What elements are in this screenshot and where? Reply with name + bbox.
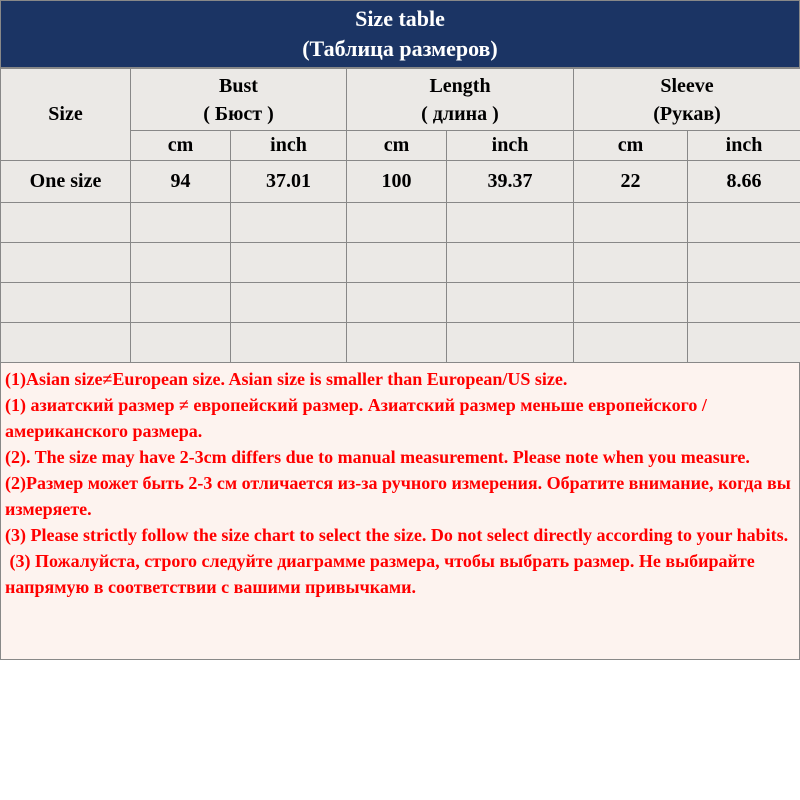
sleeve-label-ru: (Рукав) <box>653 102 721 125</box>
empty-cell <box>688 323 800 363</box>
note-2-en: (2). The size may have 2-3cm differs due to manual measurement. Please note when you measure. <box>5 447 750 467</box>
empty-cell <box>1 323 131 363</box>
empty-cell <box>231 283 347 323</box>
unit-header: cm <box>347 131 447 161</box>
empty-cell <box>131 243 231 283</box>
sleeve-label: Sleeve <box>660 74 714 97</box>
empty-cell <box>347 283 447 323</box>
note-2-ru: (2)Размер может быть 2-3 см отличается из-за ручного измерения. Обратите внимание, когда вы измеряете. <box>5 473 791 519</box>
note-1-ru: (1) азиатский размер ≠ европейский размер. Азиатский размер меньше европейского / американского размера. <box>5 395 707 441</box>
size-notes <box>0 362 800 660</box>
empty-cell <box>347 243 447 283</box>
empty-cell <box>688 243 800 283</box>
unit-header: cm <box>131 131 231 161</box>
empty-cell <box>131 203 231 243</box>
empty-cell <box>131 323 231 363</box>
note-3-en: (3) Please strictly follow the size chart to select the size. Do not select directly according to your habits. <box>5 525 789 545</box>
length-label-ru: ( длина ) <box>421 102 499 125</box>
sleeve-inch-cell: 8.66 <box>688 161 800 203</box>
empty-cell <box>574 243 688 283</box>
empty-table-row <box>1 243 800 283</box>
size-table-title <box>0 0 800 68</box>
table-row <box>1 161 800 203</box>
empty-table-row <box>1 283 800 323</box>
length-inch-cell: 39.37 <box>447 161 574 203</box>
empty-cell <box>347 323 447 363</box>
empty-cell <box>131 283 231 323</box>
empty-cell <box>1 283 131 323</box>
bust-cm-cell: 94 <box>131 161 231 203</box>
unit-header: inch <box>447 131 574 161</box>
empty-cell <box>447 323 574 363</box>
empty-cell <box>231 323 347 363</box>
empty-cell <box>347 203 447 243</box>
title-line-2: (Таблица размеров) <box>302 36 498 61</box>
length-cm-cell: 100 <box>347 161 447 203</box>
empty-cell <box>447 243 574 283</box>
sleeve-cm-cell: 22 <box>574 161 688 203</box>
empty-cell <box>574 283 688 323</box>
length-label: Length <box>429 74 491 97</box>
empty-cell <box>231 243 347 283</box>
empty-cell <box>1 243 131 283</box>
length-header <box>347 69 574 131</box>
bust-inch-cell: 37.01 <box>231 161 347 203</box>
empty-table-row <box>1 323 800 363</box>
empty-cell <box>688 203 800 243</box>
size-table <box>0 68 800 363</box>
unit-header: inch <box>688 131 800 161</box>
empty-cell <box>574 203 688 243</box>
empty-cell <box>447 283 574 323</box>
title-line-1: Size table <box>355 6 445 31</box>
size-cell: One size <box>1 161 131 203</box>
unit-header: inch <box>231 131 347 161</box>
bust-label-ru: ( Бюст ) <box>203 102 274 125</box>
unit-header: cm <box>574 131 688 161</box>
note-3-ru: (3) Пожалуйста, строго следуйте диаграмме размера, чтобы выбрать размер. Не выбирайте напрямую в соответствии с вашими привычками. <box>5 551 760 597</box>
bust-header <box>131 69 347 131</box>
empty-cell <box>1 203 131 243</box>
empty-cell <box>688 283 800 323</box>
empty-table-row <box>1 203 800 243</box>
size-column-header: Size <box>1 69 131 161</box>
empty-cell <box>231 203 347 243</box>
sleeve-header <box>574 69 800 131</box>
empty-cell <box>574 323 688 363</box>
empty-cell <box>447 203 574 243</box>
bust-label: Bust <box>219 74 258 97</box>
note-1-en: (1)Asian size≠European size. Asian size is smaller than European/US size. <box>5 369 568 389</box>
